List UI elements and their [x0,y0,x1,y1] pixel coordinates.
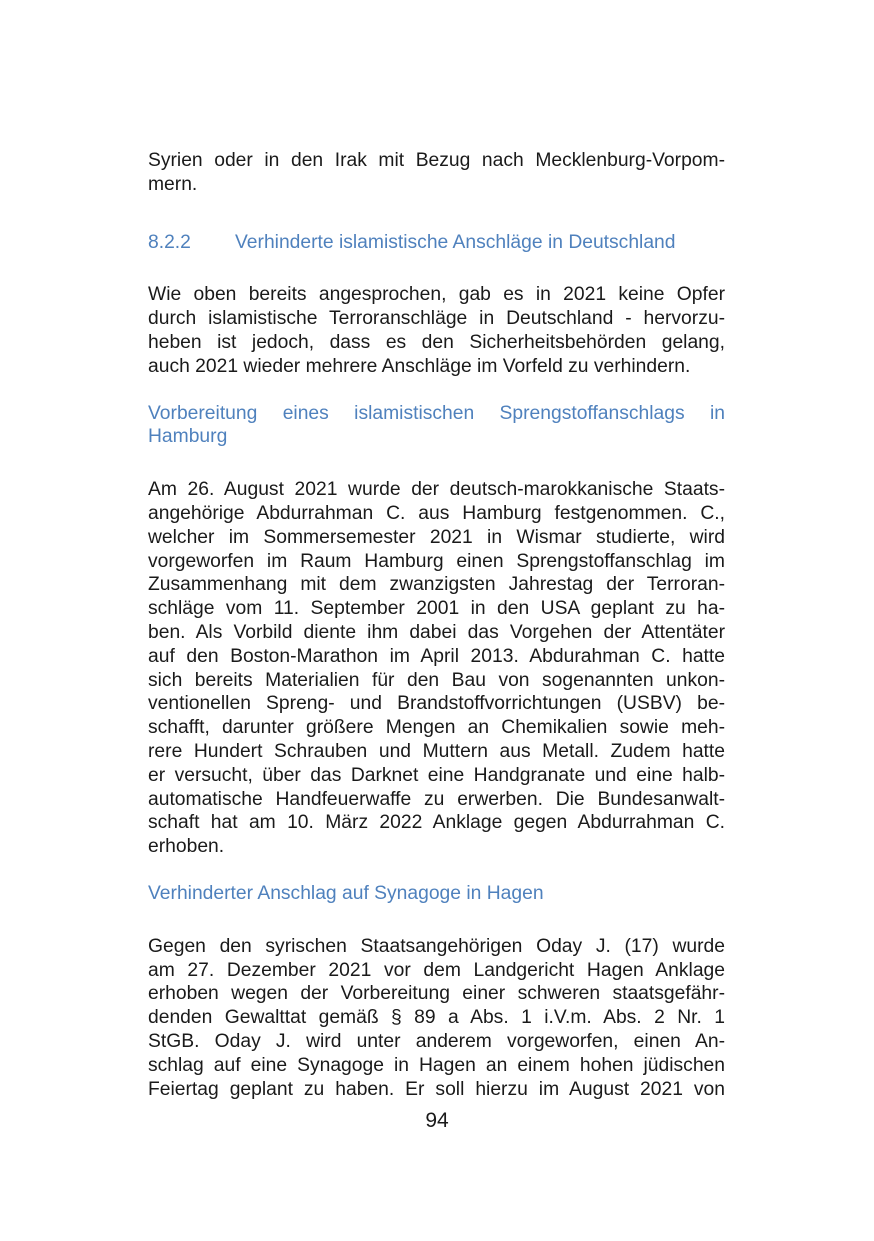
subheading-hamburg [148,402,725,450]
text-line: auf den Boston-Marathon im April 2013. Abdurahman C. hatte [148,645,725,667]
page-body [148,149,725,1101]
subheading-line: Vorbereitung eines islamistischen Sprengstoffanschlags in [148,402,725,424]
text-line: er versucht, über das Darknet eine Handgranate und eine halb- [148,764,725,786]
paragraph-hamburg [148,478,725,859]
text-line: Zusammenhang mit dem zwanzigsten Jahrestag der Terroran- [148,574,725,596]
text-line: ventionellen Spreng- und Brandstoffvorrichtungen (USBV) be- [148,693,725,715]
text-line: welcher im Sommersemester 2021 in Wismar studierte, wird [148,526,725,548]
text-line: schläge vom 11. September 2001 in den USA geplant zu ha- [148,598,725,620]
text-line: Syrien oder in den Irak mit Bezug nach Mecklenburg-Vorpom- [148,150,725,171]
text-line: rere Hundert Schrauben und Muttern aus Metall. Zudem hatte [148,740,725,762]
text-line: Am 26. August 2021 wurde der deutsch-marokkanische Staats- [148,479,725,501]
text-line: schafft, darunter größere Mengen an Chemikalien sowie meh- [148,717,725,739]
subheading-line: Verhinderter Anschlag auf Synagoge in Hagen [148,882,544,904]
text-line: mern. [148,173,198,195]
subheading-line: Hamburg [148,426,228,448]
text-line: vorgeworfen im Raum Hamburg einen Sprengstoffanschlag im [148,550,725,572]
text-line: heben ist jedoch, dass es den Sicherheitsbehörden gelang, [148,331,725,353]
text-line: schlag auf eine Synagoge in Hagen an einem hohen jüdischen [148,1054,725,1076]
text-line: ben. Als Vorbild diente ihm dabei das Vorgehen der Attentäter [148,621,725,643]
text-line: am 27. Dezember 2021 vor dem Landgericht Hagen Anklage [148,959,725,981]
paragraph-hagen [148,935,725,1102]
text-line: Wie oben bereits angesprochen, gab es in 2021 keine Opfer [148,284,725,306]
intro-paragraph [148,149,725,197]
page-number: 94 [425,1109,449,1132]
text-line: auch 2021 wieder mehrere Anschläge im Vorfeld zu verhindern. [148,355,691,377]
subheading-hagen [148,882,725,906]
text-line: Gegen den syrischen Staatsangehörigen Oday J. (17) wurde [148,935,725,957]
section-number: 8.2.2 [148,231,191,253]
text-line: automatische Handfeuerwaffe zu erwerben. Die Bundesanwalt- [148,788,725,810]
text-line: schaft hat am 10. März 2022 Anklage gegen Abdurrahman C. [148,812,725,834]
text-line: erhoben. [148,836,225,858]
text-line: Feiertag geplant zu haben. Er soll hierzu im August 2021 von [148,1078,725,1100]
text-line: StGB. Oday J. wird unter anderem vorgeworfen, einen An- [148,1030,725,1052]
text-line: denden Gewalttat gemäß § 89 a Abs. 1 i.V.m. Abs. 2 Nr. 1 [148,1007,725,1029]
section-heading [148,231,725,255]
text-line: angehörige Abdurrahman C. aus Hamburg festgenommen. C., [148,502,725,524]
text-line: sich bereits Materialien für den Bau von sogenannten unkon- [148,669,725,691]
text-line: durch islamistische Terroranschläge in Deutschland - hervorzu- [148,308,725,330]
paragraph-intro-attacks [148,283,725,378]
section-title: Verhinderte islamistische Anschläge in Deutschland [235,231,676,253]
text-line: erhoben wegen der Vorbereitung einer schweren staatsgefähr- [148,983,725,1005]
